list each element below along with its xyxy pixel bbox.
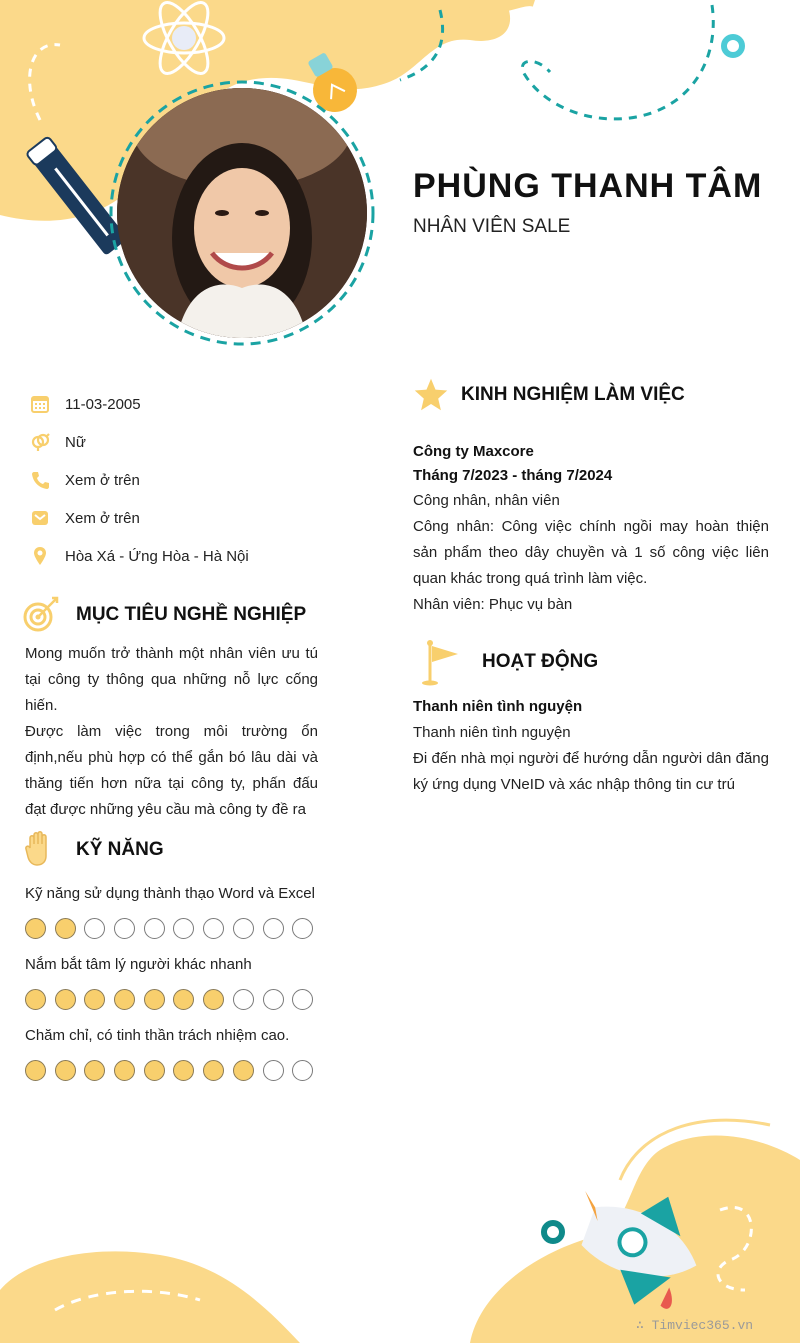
contact-info	[28, 385, 358, 575]
phone-icon	[28, 468, 52, 492]
contact-row-phone	[28, 461, 358, 499]
contact-row-address	[28, 537, 358, 575]
activity-role: Thanh niên tình nguyện	[413, 724, 571, 741]
avatar-photo	[117, 88, 367, 338]
location-pin-icon	[28, 544, 52, 568]
skill-name: Nắm bắt tâm lý người khác nhanh	[25, 956, 252, 973]
rating-dot-filled	[25, 989, 46, 1010]
rating-dot-empty	[114, 918, 135, 939]
contact-birthday: 11-03-2005	[65, 395, 141, 413]
rating-dot-filled	[203, 989, 224, 1010]
contact-email: Xem ở trên	[65, 509, 140, 527]
skills-heading	[22, 830, 164, 870]
objective-heading	[22, 595, 306, 635]
experience-period: Tháng 7/2023 - tháng 7/2024	[413, 467, 613, 484]
gender-icon	[28, 430, 52, 454]
rating-dot-filled	[25, 918, 46, 939]
calendar-icon	[28, 392, 52, 416]
rating-dot-empty	[263, 918, 284, 939]
objective-title: MỤC TIÊU NGHỀ NGHIỆP	[76, 604, 307, 625]
rating-dot-filled	[55, 918, 76, 939]
activity-entry	[413, 694, 769, 798]
rating-dot-filled	[173, 989, 194, 1010]
objective-line: Mong muốn trở thành một nhân viên ưu tú tại công ty thông qua những nỗ lực cống hiến.	[25, 645, 318, 714]
target-icon	[22, 595, 62, 635]
skill-rating	[25, 989, 325, 1010]
rating-dot-filled	[84, 1060, 105, 1081]
experience-position: Công nhân, nhân viên	[413, 492, 560, 509]
rating-dot-empty	[173, 918, 194, 939]
skill-rating	[25, 918, 325, 939]
activities-heading	[418, 638, 598, 686]
experience-entry	[413, 440, 769, 618]
candidate-name: PHÙNG THANH TÂM	[413, 167, 763, 205]
rating-dot-empty	[233, 918, 254, 939]
rating-dot-filled	[84, 989, 105, 1010]
avatar	[117, 88, 367, 338]
rating-dot-filled	[173, 1060, 194, 1081]
watermark: ∴ Timviec365.vn	[636, 1318, 754, 1333]
flag-icon	[418, 638, 458, 686]
bottom-left-blob	[0, 1251, 300, 1343]
rating-dot-filled	[55, 1060, 76, 1081]
experience-description: Công nhân: Công việc chính ngồi may hoàn thiện sản phẩm theo dây chuyền và 1 số công việc liên quan khác trong quá trình làm việc.	[413, 518, 769, 587]
contact-phone: Xem ở trên	[65, 471, 140, 489]
hand-icon	[22, 830, 62, 870]
email-icon	[28, 506, 52, 530]
rating-dot-empty	[292, 989, 313, 1010]
top-right-swirl	[470, 0, 535, 6]
rating-dot-filled	[144, 1060, 165, 1081]
rating-dot-empty	[84, 918, 105, 939]
rating-dot-empty	[263, 1060, 284, 1081]
rating-dot-filled	[114, 1060, 135, 1081]
rating-dot-filled	[144, 989, 165, 1010]
objective-line: Được làm việc trong môi trường ổn định,nếu phù hợp có thể gắn bó lâu dài và thăng tiến hơn nữa tại công ty, phấn đấu đạt được những yêu cầu mà công ty đề ra	[25, 723, 318, 818]
contact-address: Hòa Xá - Ứng Hòa - Hà Nội	[65, 547, 249, 565]
experience-heading	[413, 377, 685, 413]
skills-title: KỸ NĂNG	[76, 839, 164, 860]
contact-row-gender	[28, 423, 358, 461]
rating-dot-filled	[233, 1060, 254, 1081]
rating-dot-filled	[114, 989, 135, 1010]
rating-dot-filled	[25, 1060, 46, 1081]
skill-name: Kỹ năng sử dụng thành thạo Word và Excel	[25, 885, 315, 902]
rating-dot-empty	[144, 918, 165, 939]
experience-description-2: Nhân viên: Phục vụ bàn	[413, 596, 573, 613]
star-icon	[413, 377, 449, 413]
rating-dot-empty	[292, 1060, 313, 1081]
activity-name: Thanh niên tình nguyện	[413, 698, 583, 715]
job-title: NHÂN VIÊN SALE	[413, 216, 571, 237]
experience-title: KINH NGHIỆM LÀM VIỆC	[461, 384, 685, 405]
rating-dot-filled	[55, 989, 76, 1010]
contact-row-birthday	[28, 385, 358, 423]
activity-description: Đi đến nhà mọi người để hướng dẫn người dân đăng ký ứng dụng VNeID và xác nhập thông tin cư trú	[413, 750, 769, 793]
skill-name: Chăm chỉ, có tinh thần trách nhiệm cao.	[25, 1027, 290, 1044]
rating-dot-empty	[203, 918, 224, 939]
skills-list	[25, 880, 325, 1093]
activities-title: HOẠT ĐỘNG	[482, 651, 599, 672]
contact-row-email	[28, 499, 358, 537]
skill-rating	[25, 1060, 325, 1081]
objective-text	[25, 641, 318, 823]
rating-dot-empty	[233, 989, 254, 1010]
experience-company: Công ty Maxcore	[413, 443, 534, 460]
rating-dot-empty	[292, 918, 313, 939]
rating-dot-filled	[203, 1060, 224, 1081]
contact-gender: Nữ	[65, 433, 86, 451]
rating-dot-empty	[263, 989, 284, 1010]
